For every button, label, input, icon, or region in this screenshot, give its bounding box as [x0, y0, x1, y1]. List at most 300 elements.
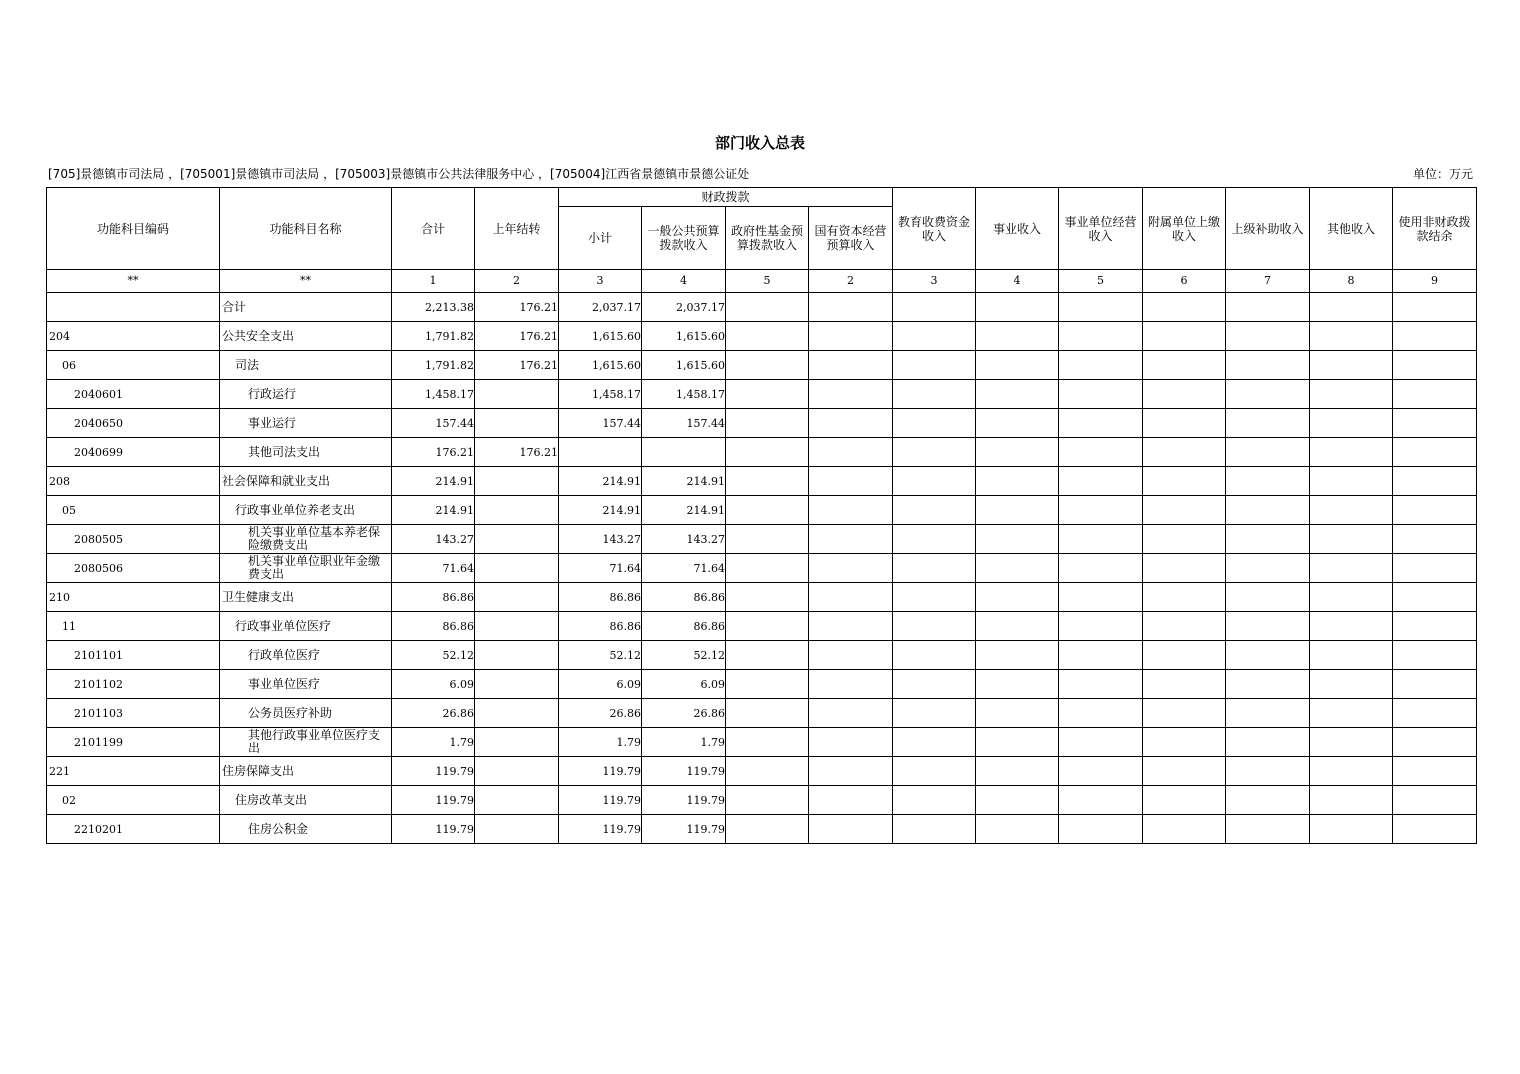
- carryover-cell: [475, 641, 559, 670]
- func-code-cell: [47, 293, 220, 322]
- other-income-cell: [1310, 322, 1393, 351]
- header-total: 合计: [392, 188, 475, 270]
- general-budget-cell: 26.86: [642, 699, 726, 728]
- organization-line: [705]景德镇市司法局 ，[705001]景德镇市司法局 ，[705003]景德镇市公共法律服务中心 ，[705004]江西省景德镇市景德公证处: [48, 167, 750, 181]
- total-cell: 2,213.38: [392, 293, 475, 322]
- func-code-cell: 204: [47, 322, 220, 351]
- total-cell: 1,791.82: [392, 351, 475, 380]
- subtotal-cell: 1,458.17: [559, 380, 642, 409]
- business-operation-cell: [1059, 409, 1143, 438]
- general-budget-cell: 214.91: [642, 467, 726, 496]
- column-index-row: [47, 270, 1477, 293]
- state-capital-cell: [809, 554, 893, 583]
- table-row: [47, 525, 1477, 554]
- other-income-cell: [1310, 815, 1393, 844]
- func-name-cell: 住房保障支出: [220, 757, 392, 786]
- subtotal-cell: 71.64: [559, 554, 642, 583]
- superior-subsidy-cell: [1226, 525, 1310, 554]
- non-fiscal-balance-cell: [1393, 467, 1477, 496]
- affiliated-remit-cell: [1143, 293, 1226, 322]
- education-fee-cell: [893, 757, 976, 786]
- affiliated-remit-cell: [1143, 728, 1226, 757]
- state-capital-cell: [809, 467, 893, 496]
- non-fiscal-balance-cell: [1393, 757, 1477, 786]
- state-capital-cell: [809, 757, 893, 786]
- header-business-operation: 事业单位经营收入: [1059, 188, 1143, 270]
- carryover-cell: 176.21: [475, 438, 559, 467]
- general-budget-cell: 1,615.60: [642, 351, 726, 380]
- superior-subsidy-cell: [1226, 409, 1310, 438]
- state-capital-cell: [809, 815, 893, 844]
- total-cell: 143.27: [392, 525, 475, 554]
- business-income-cell: [976, 409, 1059, 438]
- affiliated-remit-cell: [1143, 409, 1226, 438]
- state-capital-cell: [809, 583, 893, 612]
- other-income-cell: [1310, 583, 1393, 612]
- total-cell: 86.86: [392, 612, 475, 641]
- business-operation-cell: [1059, 641, 1143, 670]
- business-operation-cell: [1059, 438, 1143, 467]
- other-income-cell: [1310, 641, 1393, 670]
- func-code-cell: 2040699: [47, 438, 220, 467]
- business-operation-cell: [1059, 612, 1143, 641]
- affiliated-remit-cell: [1143, 670, 1226, 699]
- table-row: [47, 670, 1477, 699]
- subtotal-cell: 119.79: [559, 757, 642, 786]
- table-row: [47, 815, 1477, 844]
- subtotal-cell: 143.27: [559, 525, 642, 554]
- affiliated-remit-cell: [1143, 467, 1226, 496]
- affiliated-remit-cell: [1143, 380, 1226, 409]
- business-income-cell: [976, 728, 1059, 757]
- state-capital-cell: [809, 612, 893, 641]
- func-code-cell: 2101101: [47, 641, 220, 670]
- carryover-cell: [475, 554, 559, 583]
- general-budget-cell: 119.79: [642, 757, 726, 786]
- carryover-cell: [475, 409, 559, 438]
- subtotal-cell: [559, 438, 642, 467]
- subtotal-cell: 214.91: [559, 496, 642, 525]
- gov-fund-cell: [726, 757, 809, 786]
- other-income-cell: [1310, 728, 1393, 757]
- general-budget-cell: 119.79: [642, 786, 726, 815]
- business-operation-cell: [1059, 525, 1143, 554]
- func-code-cell: 2101199: [47, 728, 220, 757]
- column-index-cell: 2: [475, 270, 559, 293]
- total-cell: 157.44: [392, 409, 475, 438]
- header-state-capital: 国有资本经营预算收入: [809, 207, 893, 270]
- other-income-cell: [1310, 496, 1393, 525]
- other-income-cell: [1310, 757, 1393, 786]
- other-income-cell: [1310, 351, 1393, 380]
- column-index-cell: **: [220, 270, 392, 293]
- business-operation-cell: [1059, 786, 1143, 815]
- business-income-cell: [976, 351, 1059, 380]
- gov-fund-cell: [726, 496, 809, 525]
- business-income-cell: [976, 786, 1059, 815]
- business-operation-cell: [1059, 699, 1143, 728]
- total-cell: 119.79: [392, 815, 475, 844]
- header-education-fee: 教育收费资金收入: [893, 188, 976, 270]
- other-income-cell: [1310, 554, 1393, 583]
- func-code-cell: 210: [47, 583, 220, 612]
- column-index-cell: **: [47, 270, 220, 293]
- non-fiscal-balance-cell: [1393, 815, 1477, 844]
- other-income-cell: [1310, 293, 1393, 322]
- education-fee-cell: [893, 815, 976, 844]
- non-fiscal-balance-cell: [1393, 699, 1477, 728]
- header-subtotal: 小计: [559, 207, 642, 270]
- gov-fund-cell: [726, 670, 809, 699]
- total-cell: 6.09: [392, 670, 475, 699]
- education-fee-cell: [893, 467, 976, 496]
- total-cell: 26.86: [392, 699, 475, 728]
- education-fee-cell: [893, 554, 976, 583]
- affiliated-remit-cell: [1143, 351, 1226, 380]
- subtotal-cell: 1.79: [559, 728, 642, 757]
- state-capital-cell: [809, 699, 893, 728]
- other-income-cell: [1310, 525, 1393, 554]
- education-fee-cell: [893, 351, 976, 380]
- affiliated-remit-cell: [1143, 525, 1226, 554]
- general-budget-cell: 1,615.60: [642, 322, 726, 351]
- table-row: [47, 496, 1477, 525]
- business-income-cell: [976, 380, 1059, 409]
- education-fee-cell: [893, 728, 976, 757]
- education-fee-cell: [893, 409, 976, 438]
- total-cell: 1,458.17: [392, 380, 475, 409]
- gov-fund-cell: [726, 322, 809, 351]
- func-name-cell: 公共安全支出: [220, 322, 392, 351]
- non-fiscal-balance-cell: [1393, 496, 1477, 525]
- gov-fund-cell: [726, 293, 809, 322]
- state-capital-cell: [809, 293, 893, 322]
- total-cell: 52.12: [392, 641, 475, 670]
- total-cell: 119.79: [392, 786, 475, 815]
- general-budget-cell: 1.79: [642, 728, 726, 757]
- gov-fund-cell: [726, 467, 809, 496]
- affiliated-remit-cell: [1143, 641, 1226, 670]
- carryover-cell: 176.21: [475, 322, 559, 351]
- affiliated-remit-cell: [1143, 322, 1226, 351]
- superior-subsidy-cell: [1226, 728, 1310, 757]
- carryover-cell: [475, 583, 559, 612]
- table-row: [47, 380, 1477, 409]
- superior-subsidy-cell: [1226, 699, 1310, 728]
- func-code-cell: 05: [47, 496, 220, 525]
- affiliated-remit-cell: [1143, 699, 1226, 728]
- header-other-income: 其他收入: [1310, 188, 1393, 270]
- business-income-cell: [976, 322, 1059, 351]
- func-name-cell: 卫生健康支出: [220, 583, 392, 612]
- subtotal-cell: 157.44: [559, 409, 642, 438]
- state-capital-cell: [809, 322, 893, 351]
- func-code-cell: 2210201: [47, 815, 220, 844]
- gov-fund-cell: [726, 612, 809, 641]
- func-code-cell: 11: [47, 612, 220, 641]
- func-code-cell: 2080506: [47, 554, 220, 583]
- header-affiliated-remit: 附属单位上缴收入: [1143, 188, 1226, 270]
- func-code-cell: 06: [47, 351, 220, 380]
- state-capital-cell: [809, 351, 893, 380]
- non-fiscal-balance-cell: [1393, 554, 1477, 583]
- non-fiscal-balance-cell: [1393, 583, 1477, 612]
- business-operation-cell: [1059, 554, 1143, 583]
- other-income-cell: [1310, 380, 1393, 409]
- affiliated-remit-cell: [1143, 757, 1226, 786]
- subtotal-cell: 86.86: [559, 583, 642, 612]
- income-summary-table: [46, 187, 1477, 844]
- general-budget-cell: 71.64: [642, 554, 726, 583]
- table-row: [47, 757, 1477, 786]
- superior-subsidy-cell: [1226, 815, 1310, 844]
- func-name-cell: 住房改革支出: [220, 786, 392, 815]
- column-index-cell: 3: [893, 270, 976, 293]
- general-budget-cell: 143.27: [642, 525, 726, 554]
- subtotal-cell: 26.86: [559, 699, 642, 728]
- other-income-cell: [1310, 467, 1393, 496]
- business-income-cell: [976, 293, 1059, 322]
- carryover-cell: [475, 380, 559, 409]
- gov-fund-cell: [726, 351, 809, 380]
- func-code-cell: 2080505: [47, 525, 220, 554]
- affiliated-remit-cell: [1143, 554, 1226, 583]
- business-operation-cell: [1059, 670, 1143, 699]
- func-name-cell: 社会保障和就业支出: [220, 467, 392, 496]
- education-fee-cell: [893, 496, 976, 525]
- carryover-cell: [475, 815, 559, 844]
- func-code-cell: 02: [47, 786, 220, 815]
- non-fiscal-balance-cell: [1393, 438, 1477, 467]
- business-operation-cell: [1059, 467, 1143, 496]
- gov-fund-cell: [726, 438, 809, 467]
- general-budget-cell: 214.91: [642, 496, 726, 525]
- business-operation-cell: [1059, 293, 1143, 322]
- header-func-code: 功能科目编码: [47, 188, 220, 270]
- func-name-cell: 行政单位医疗: [220, 641, 392, 670]
- total-cell: 71.64: [392, 554, 475, 583]
- non-fiscal-balance-cell: [1393, 409, 1477, 438]
- superior-subsidy-cell: [1226, 670, 1310, 699]
- state-capital-cell: [809, 409, 893, 438]
- gov-fund-cell: [726, 583, 809, 612]
- business-operation-cell: [1059, 322, 1143, 351]
- total-cell: 214.91: [392, 467, 475, 496]
- business-operation-cell: [1059, 815, 1143, 844]
- table-row: [47, 612, 1477, 641]
- state-capital-cell: [809, 438, 893, 467]
- func-code-cell: 2040650: [47, 409, 220, 438]
- table-row: [47, 786, 1477, 815]
- subtotal-cell: 2,037.17: [559, 293, 642, 322]
- func-name-cell: 住房公积金: [220, 815, 392, 844]
- subtotal-cell: 119.79: [559, 786, 642, 815]
- unit-label: 单位：万元: [1412, 167, 1473, 181]
- gov-fund-cell: [726, 554, 809, 583]
- superior-subsidy-cell: [1226, 786, 1310, 815]
- carryover-cell: [475, 728, 559, 757]
- non-fiscal-balance-cell: [1393, 322, 1477, 351]
- general-budget-cell: 157.44: [642, 409, 726, 438]
- non-fiscal-balance-cell: [1393, 641, 1477, 670]
- subtotal-cell: 6.09: [559, 670, 642, 699]
- state-capital-cell: [809, 525, 893, 554]
- table-row: [47, 554, 1477, 583]
- education-fee-cell: [893, 438, 976, 467]
- column-index-cell: 4: [976, 270, 1059, 293]
- gov-fund-cell: [726, 641, 809, 670]
- general-budget-cell: [642, 438, 726, 467]
- education-fee-cell: [893, 380, 976, 409]
- table-title: 部门收入总表: [714, 134, 805, 152]
- carryover-cell: 176.21: [475, 293, 559, 322]
- column-index-cell: 2: [809, 270, 893, 293]
- affiliated-remit-cell: [1143, 496, 1226, 525]
- total-cell: 214.91: [392, 496, 475, 525]
- education-fee-cell: [893, 525, 976, 554]
- func-name-cell: 司法: [220, 351, 392, 380]
- total-cell: 1,791.82: [392, 322, 475, 351]
- business-income-cell: [976, 699, 1059, 728]
- state-capital-cell: [809, 728, 893, 757]
- affiliated-remit-cell: [1143, 786, 1226, 815]
- superior-subsidy-cell: [1226, 612, 1310, 641]
- other-income-cell: [1310, 612, 1393, 641]
- subtotal-cell: 52.12: [559, 641, 642, 670]
- header-non-fiscal-balance: 使用非财政拨款结余: [1393, 188, 1477, 270]
- business-income-cell: [976, 583, 1059, 612]
- column-index-cell: 1: [392, 270, 475, 293]
- state-capital-cell: [809, 641, 893, 670]
- gov-fund-cell: [726, 409, 809, 438]
- state-capital-cell: [809, 496, 893, 525]
- subtotal-cell: 119.79: [559, 815, 642, 844]
- subtotal-cell: 214.91: [559, 467, 642, 496]
- subtotal-cell: 86.86: [559, 612, 642, 641]
- carryover-cell: [475, 525, 559, 554]
- column-index-cell: 4: [642, 270, 726, 293]
- business-income-cell: [976, 525, 1059, 554]
- affiliated-remit-cell: [1143, 815, 1226, 844]
- table-row: [47, 322, 1477, 351]
- func-name-cell: 行政运行: [220, 380, 392, 409]
- total-cell: 1.79: [392, 728, 475, 757]
- table-row: [47, 699, 1477, 728]
- non-fiscal-balance-cell: [1393, 351, 1477, 380]
- non-fiscal-balance-cell: [1393, 525, 1477, 554]
- superior-subsidy-cell: [1226, 380, 1310, 409]
- func-name-cell: 机关事业单位基本养老保险缴费支出: [220, 525, 392, 554]
- business-income-cell: [976, 554, 1059, 583]
- affiliated-remit-cell: [1143, 583, 1226, 612]
- carryover-cell: [475, 496, 559, 525]
- non-fiscal-balance-cell: [1393, 728, 1477, 757]
- other-income-cell: [1310, 786, 1393, 815]
- total-cell: 86.86: [392, 583, 475, 612]
- general-budget-cell: 86.86: [642, 612, 726, 641]
- state-capital-cell: [809, 380, 893, 409]
- total-cell: 176.21: [392, 438, 475, 467]
- business-income-cell: [976, 757, 1059, 786]
- header-general-budget: 一般公共预算拨款收入: [642, 207, 726, 270]
- table-row: [47, 583, 1477, 612]
- state-capital-cell: [809, 670, 893, 699]
- superior-subsidy-cell: [1226, 496, 1310, 525]
- non-fiscal-balance-cell: [1393, 786, 1477, 815]
- table-row: [47, 641, 1477, 670]
- non-fiscal-balance-cell: [1393, 293, 1477, 322]
- education-fee-cell: [893, 699, 976, 728]
- func-name-cell: 行政事业单位养老支出: [220, 496, 392, 525]
- superior-subsidy-cell: [1226, 351, 1310, 380]
- business-income-cell: [976, 815, 1059, 844]
- other-income-cell: [1310, 409, 1393, 438]
- column-index-cell: 5: [1059, 270, 1143, 293]
- business-income-cell: [976, 670, 1059, 699]
- func-code-cell: 2040601: [47, 380, 220, 409]
- table-body: [47, 293, 1477, 844]
- superior-subsidy-cell: [1226, 641, 1310, 670]
- column-index-cell: 3: [559, 270, 642, 293]
- non-fiscal-balance-cell: [1393, 612, 1477, 641]
- superior-subsidy-cell: [1226, 438, 1310, 467]
- education-fee-cell: [893, 293, 976, 322]
- func-name-cell: 其他司法支出: [220, 438, 392, 467]
- gov-fund-cell: [726, 525, 809, 554]
- func-name-cell: 机关事业单位职业年金缴费支出: [220, 554, 392, 583]
- table-row: [47, 728, 1477, 757]
- superior-subsidy-cell: [1226, 293, 1310, 322]
- func-code-cell: 2101102: [47, 670, 220, 699]
- education-fee-cell: [893, 322, 976, 351]
- superior-subsidy-cell: [1226, 467, 1310, 496]
- header-carryover: 上年结转: [475, 188, 559, 270]
- gov-fund-cell: [726, 380, 809, 409]
- other-income-cell: [1310, 699, 1393, 728]
- business-operation-cell: [1059, 583, 1143, 612]
- general-budget-cell: 119.79: [642, 815, 726, 844]
- total-cell: 119.79: [392, 757, 475, 786]
- education-fee-cell: [893, 641, 976, 670]
- business-operation-cell: [1059, 351, 1143, 380]
- carryover-cell: [475, 670, 559, 699]
- affiliated-remit-cell: [1143, 612, 1226, 641]
- other-income-cell: [1310, 670, 1393, 699]
- education-fee-cell: [893, 786, 976, 815]
- func-code-cell: 2101103: [47, 699, 220, 728]
- header-gov-fund: 政府性基金预算拨款收入: [726, 207, 809, 270]
- superior-subsidy-cell: [1226, 322, 1310, 351]
- func-code-cell: 221: [47, 757, 220, 786]
- header-func-name: 功能科目名称: [220, 188, 392, 270]
- general-budget-cell: 86.86: [642, 583, 726, 612]
- carryover-cell: [475, 467, 559, 496]
- column-index-cell: 8: [1310, 270, 1393, 293]
- column-index-cell: 7: [1226, 270, 1310, 293]
- gov-fund-cell: [726, 728, 809, 757]
- gov-fund-cell: [726, 786, 809, 815]
- business-operation-cell: [1059, 757, 1143, 786]
- column-index-cell: 5: [726, 270, 809, 293]
- education-fee-cell: [893, 612, 976, 641]
- gov-fund-cell: [726, 699, 809, 728]
- header-fiscal-group: 财政拨款: [559, 188, 893, 207]
- general-budget-cell: 2,037.17: [642, 293, 726, 322]
- func-name-cell: 事业运行: [220, 409, 392, 438]
- non-fiscal-balance-cell: [1393, 670, 1477, 699]
- column-index-cell: 6: [1143, 270, 1226, 293]
- header-superior-subsidy: 上级补助收入: [1226, 188, 1310, 270]
